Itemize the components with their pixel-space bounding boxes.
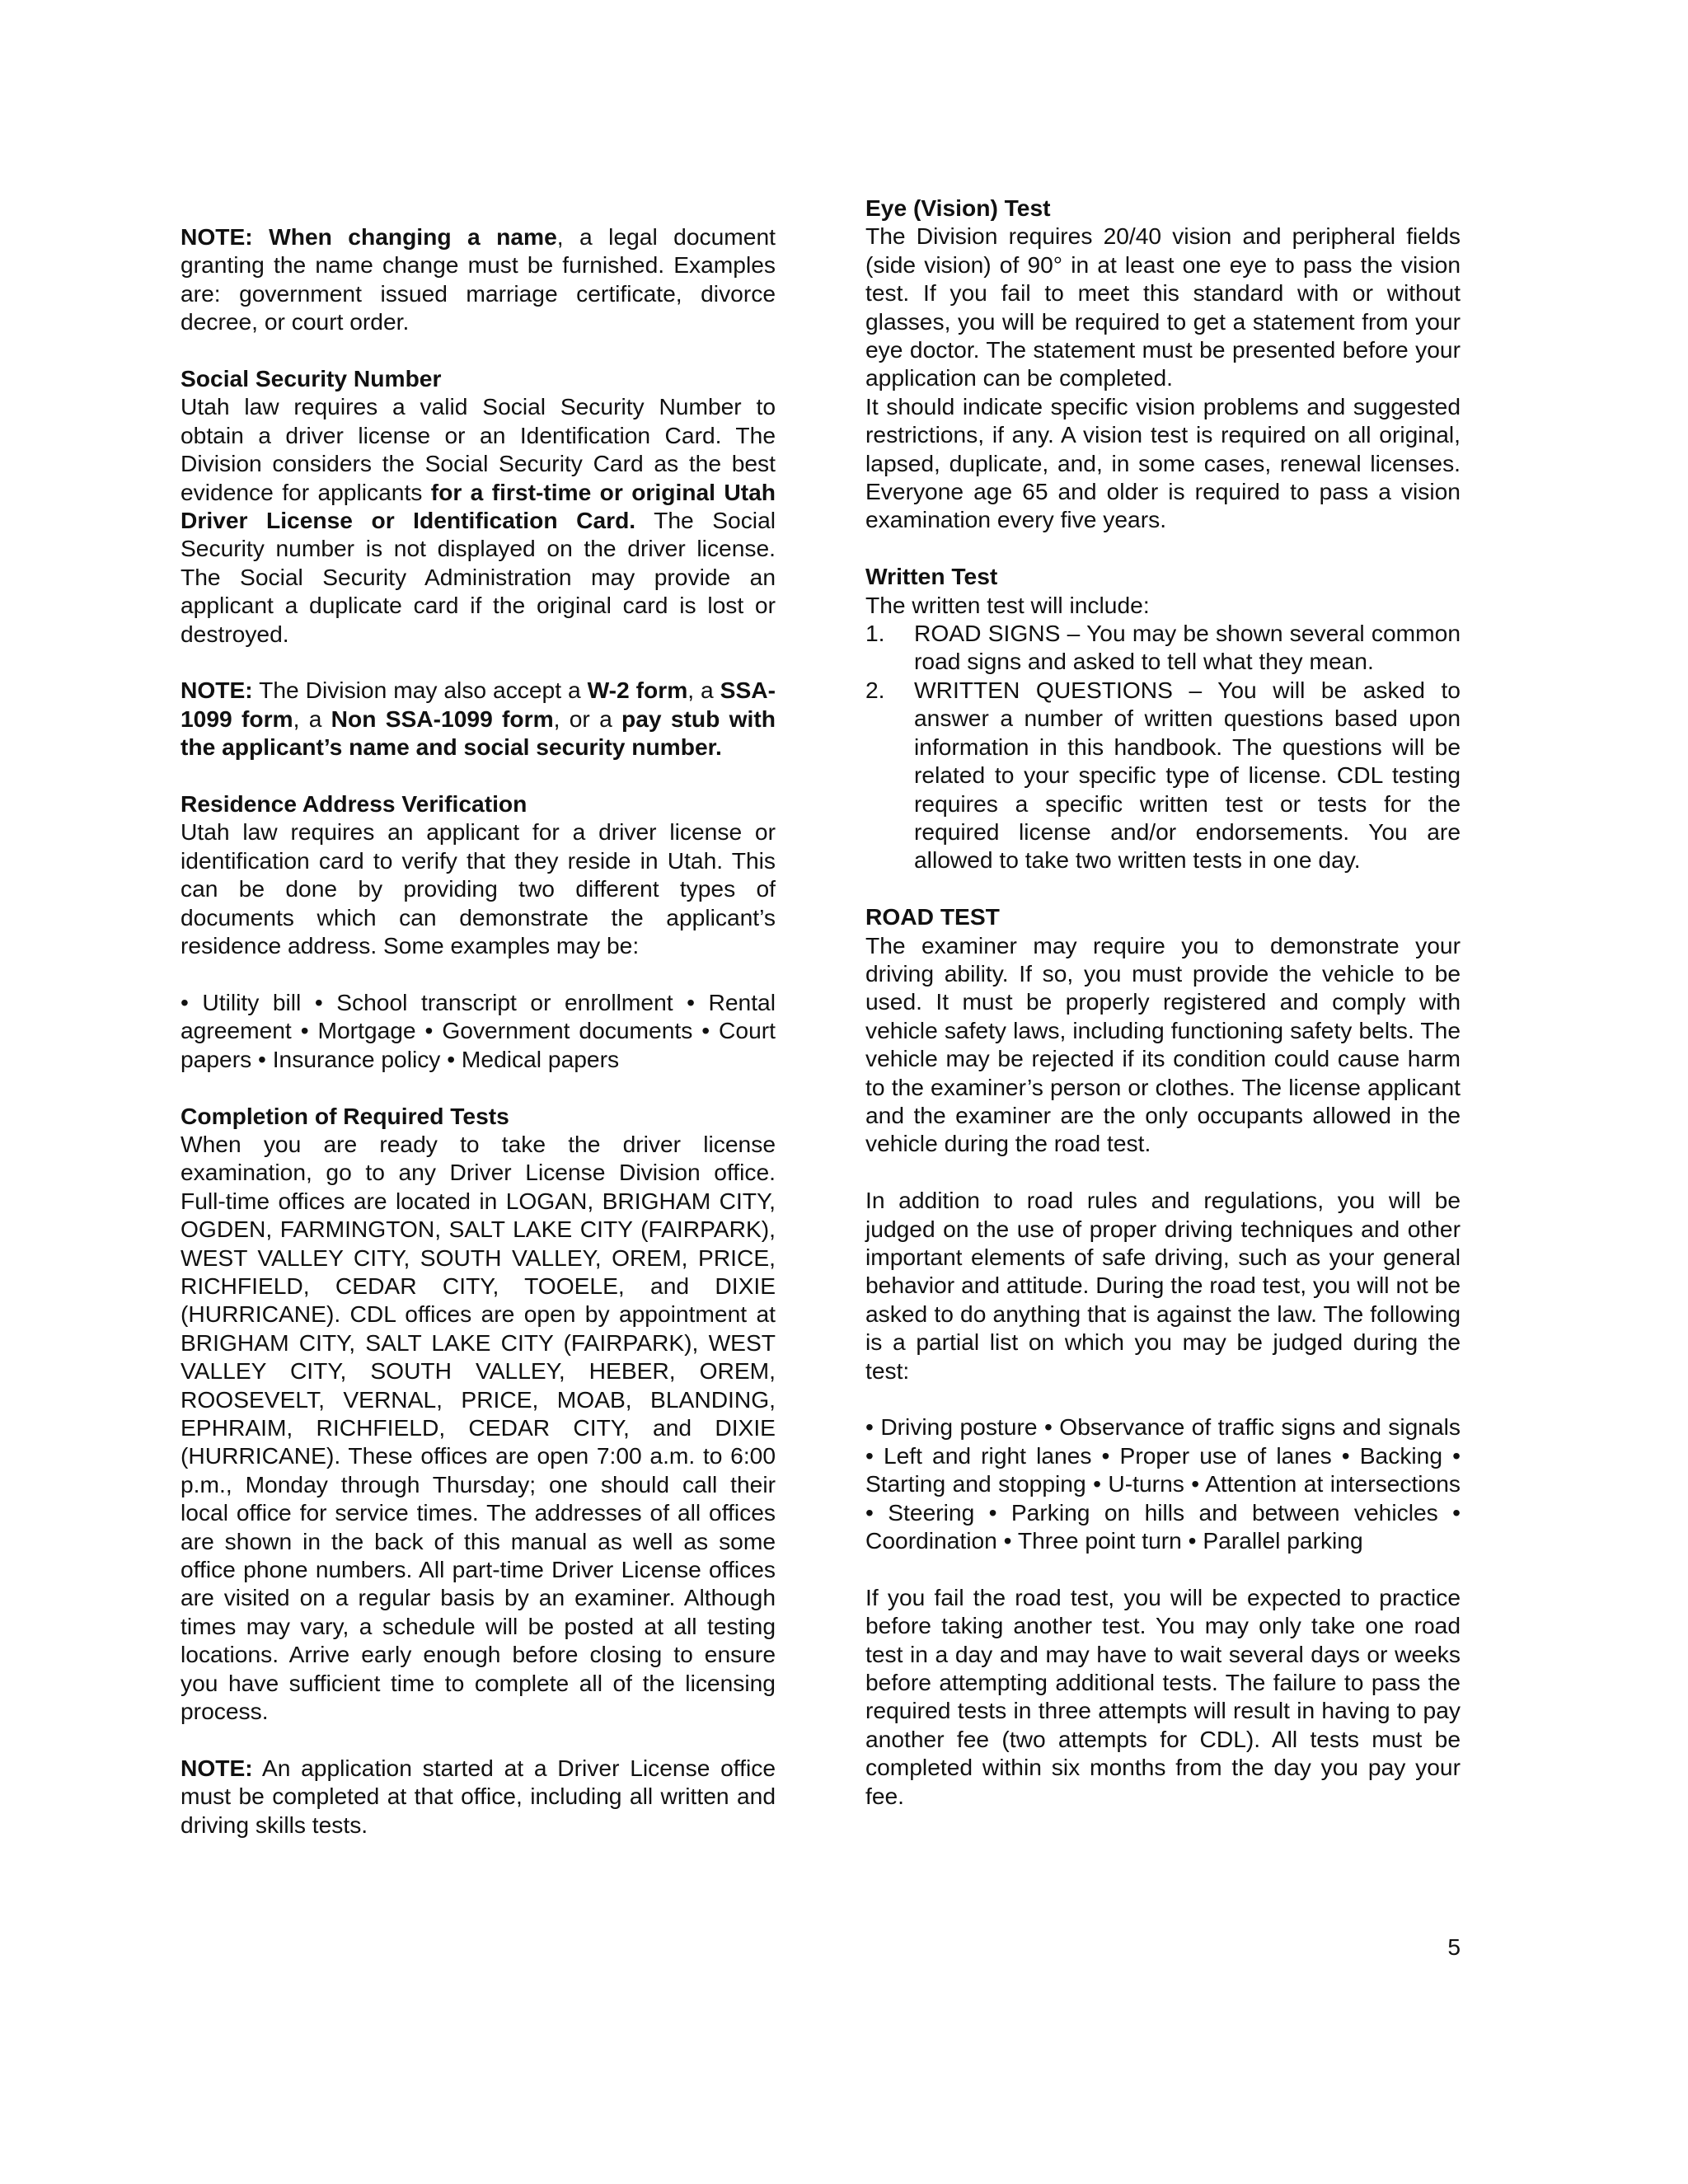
social-security-bold: for a first-time or original Utah Driver License or Identification Card.	[181, 478, 776, 534]
w2-note-label: NOTE:	[181, 677, 253, 704]
ssa-1099-form: SSA-1099 form	[181, 677, 776, 732]
residence-heading: Residence Address Verification	[181, 790, 528, 818]
application-note-label: NOTE:	[181, 1754, 253, 1781]
pay-stub: pay stub with the applicant’s name and social security number.	[181, 705, 776, 761]
note-label: NOTE:	[181, 223, 253, 250]
non-ssa-1099-form: Non SSA-1099 form	[331, 705, 554, 732]
name-change-lead: When changing a name	[269, 223, 557, 250]
list-item-text: ROAD SIGNS – You may be shown several common road signs and asked to tell what they mean.	[914, 620, 1461, 675]
eye-test-paragraph-1: The Division requires 20/40 vision and peripheral fields (side vision) of 90° in at least one eye to pass the vision test. If you fail to meet this standard with or without glasses, you will be required to get a statement from your eye doctor. The statement must be presented before your application can be completed.	[865, 223, 1461, 391]
application-note	[181, 1754, 776, 1839]
written-test-heading: Written Test	[865, 563, 998, 590]
eye-test-paragraph-2: It should indicate specific vision problems and suggested restrictions, if any. A vision test is required on all original, lapsed, duplicate, and, in some cases, renewal licenses. Everyone age 65 and older is required to pass a vision examination every five years.	[865, 392, 1461, 533]
right-column	[865, 194, 1461, 1810]
page-number: 5	[1447, 1933, 1461, 1960]
completion-heading: Completion of Required Tests	[181, 1102, 509, 1129]
road-test-paragraph-3: If you fail the road test, you will be expected to practice before taking another test. You may only take one road test in a day and may have to wait several days or weeks before attempting additional tests. The failure to pass the required tests in three attempts will result in having to pay another fee (two attempts for CDL). All tests must be completed within six months from the day you pay your fee.	[865, 1583, 1461, 1809]
social-security-heading: Social Security Number	[181, 365, 442, 392]
written-test-intro: The written test will include:	[865, 591, 1150, 618]
written-test-list	[865, 619, 1461, 874]
residence-paragraph: Utah law requires an applicant for a driver license or identification card to verify that they reside in Utah. This can be done by providing two different types of documents which can demonstrate the applicant’s residence address. Some examples may be:	[181, 818, 776, 959]
w2-note-text-2: , a	[687, 677, 720, 704]
w2-note	[181, 676, 776, 761]
road-test-judged-list: • Driving posture • Observance of traffic signs and signals • Left and right lanes • Proper use of lanes • Backing • Starting and stopping • U-turns • Attention at intersections • Steering • Parking on hills and between vehicles • Coordination • Three point turn • Parallel parking	[865, 1413, 1461, 1554]
list-item-text: WRITTEN QUESTIONS – You will be asked to answer a number of written questions based upon information in this handbook. The questions will be related to your specific type of license. CDL testing requires a specific written test or tests for the required license and/or endorsements. You are allowed to take two written tests in one day.	[914, 676, 1461, 874]
w2-note-text-3: , a	[293, 705, 331, 732]
list-item-number: 1.	[865, 620, 885, 647]
list-item	[865, 619, 1461, 676]
w2-form: W-2 form	[587, 677, 688, 704]
w2-note-text-4: , or a	[553, 705, 622, 732]
name-change-text: , a legal document granting the name change must be furnished. Examples are: government issued marriage certificate, divorce decree, or court order.	[181, 223, 776, 335]
w2-note-text-1: The Division may also accept a	[252, 677, 588, 704]
residence-examples: • Utility bill • School transcript or enrollment • Rental agreement • Mortgage • Government documents • Court papers • Insurance policy • Medical papers	[181, 988, 776, 1072]
eye-test-heading: Eye (Vision) Test	[865, 194, 1051, 221]
social-security-text: Utah law requires a valid Social Security Number to obtain a driver license or an Identification Card. The Division considers the Social Security Card as the best evidence for applicants	[181, 393, 776, 505]
social-security-text-after: The Social Security number is not displayed on the driver license. The Social Security Administration may provide an applicant a duplicate card if the original card is lost or destroyed.	[181, 507, 776, 647]
road-test-paragraph-2: In addition to road rules and regulations, you will be judged on the use of proper driving techniques and other important elements of safe driving, such as your general behavior and attitude. During the road test, you will not be asked to do anything that is against the law. The following is a partial list on which you may be judged during the test:	[865, 1187, 1461, 1384]
list-item	[865, 676, 1461, 874]
application-note-text: An application started at a Driver License office must be completed at that office, including all written and driving skills tests.	[181, 1754, 776, 1838]
name-change-note	[181, 223, 776, 336]
road-test-heading: ROAD TEST	[865, 903, 1000, 930]
completion-paragraph: When you are ready to take the driver license examination, go to any Driver License Division office. Full-time offices are located in LOGAN, BRIGHAM CITY, OGDEN, FARMINGTON, SALT LAKE CITY (FAIRPARK), WEST VALLEY CITY, SOUTH VALLEY, OREM, PRICE, RICHFIELD, CEDAR CITY, TOOELE, and DIXIE (HURRICANE). CDL offices are open by appointment at BRIGHAM CITY, SALT LAKE CITY (FAIRPARK), WEST VALLEY CITY, SOUTH VALLEY, HEBER, OREM, ROOSEVELT, VERNAL, PRICE, MOAB, BLANDING, EPHRAIM, RICHFIELD, CEDAR CITY, and DIXIE (HURRICANE). These offices are open 7:00 a.m. to 6:00 p.m., Monday through Thursday; one should call their local office for service times. The addresses of all offices are shown in the back of this manual as well as some office phone numbers. All part-time Driver License offices are visited on a regular basis by an examiner. Although times may vary, a schedule will be posted at all testing locations. Arrive early enough before closing to ensure you have sufficient time to complete all of the licensing process.	[181, 1130, 776, 1725]
social-security-paragraph	[181, 392, 776, 648]
road-test-paragraph-1: The examiner may require you to demonstrate your driving ability. If so, you must provide the vehicle to be used. It must be properly registered and comply with vehicle safety laws, including functioning safety belts. The vehicle may be rejected if its condition could cause harm to the examiner’s person or clothes. The license applicant and the examiner are the only occupants allowed in the vehicle during the road test.	[865, 931, 1461, 1157]
left-column	[181, 223, 776, 1839]
list-item-number: 2.	[865, 676, 885, 703]
